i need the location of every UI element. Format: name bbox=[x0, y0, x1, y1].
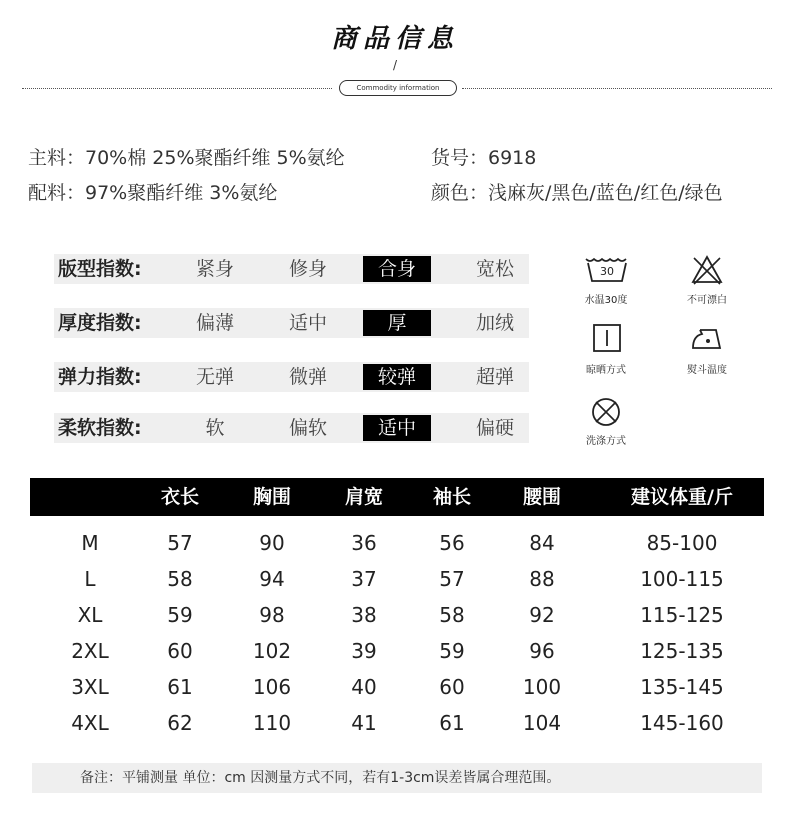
wash-temp-number: 30 bbox=[600, 265, 614, 278]
table-cell: 58 bbox=[439, 603, 465, 627]
wash-temp-icon bbox=[582, 255, 632, 287]
index-option-selected: 较弹 bbox=[363, 364, 431, 390]
page-title: 商品信息 bbox=[330, 24, 459, 54]
size-table-header bbox=[30, 478, 764, 516]
table-cell: 61 bbox=[167, 675, 193, 699]
table-cell: 37 bbox=[351, 567, 377, 591]
washing-label: 洗涤方式 bbox=[586, 436, 626, 447]
color-options: 颜色：浅麻灰/黑色/蓝色/红色/绿色 bbox=[431, 182, 723, 204]
index-label: 弹力指数: bbox=[58, 366, 142, 388]
table-header-cell: 腰围 bbox=[522, 486, 561, 508]
size-label: XL bbox=[77, 603, 103, 627]
table-cell: 61 bbox=[439, 711, 465, 735]
table-cell: 100-115 bbox=[640, 567, 724, 591]
size-label: 2XL bbox=[71, 639, 109, 663]
no-bleach-label: 不可漂白 bbox=[687, 295, 727, 306]
table-cell: 85-100 bbox=[646, 531, 718, 555]
index-option: 偏薄 bbox=[195, 312, 234, 334]
table-cell: 59 bbox=[439, 639, 465, 663]
size-label: L bbox=[84, 567, 96, 591]
subtitle-badge: Commodity information bbox=[339, 80, 457, 96]
table-cell: 106 bbox=[252, 675, 292, 699]
table-cell: 56 bbox=[439, 531, 465, 555]
table-header-cell: 衣长 bbox=[160, 486, 199, 508]
table-header-cell: 胸围 bbox=[252, 486, 291, 508]
table-header-cell: 袖长 bbox=[432, 486, 471, 508]
table-row bbox=[30, 705, 764, 741]
index-option: 适中 bbox=[288, 312, 327, 334]
size-label: 4XL bbox=[71, 711, 109, 735]
table-cell: 40 bbox=[351, 675, 377, 699]
table-header-cell: 肩宽 bbox=[344, 486, 383, 508]
main-fabric: 主料：70%棉 25%聚酯纤维 5%氨纶 bbox=[28, 147, 345, 169]
index-option: 修身 bbox=[288, 258, 327, 280]
iron-icon bbox=[690, 324, 726, 352]
divider-left bbox=[22, 88, 332, 89]
no-bleach-icon bbox=[690, 254, 724, 286]
index-option: 宽松 bbox=[475, 258, 514, 280]
measurement-note: 备注：平铺测量 单位：cm 因测量方式不同，若有1-3cm误差皆属合理范围。 bbox=[32, 763, 762, 793]
index-row bbox=[54, 308, 529, 338]
index-option: 无弹 bbox=[195, 366, 234, 388]
table-cell: 38 bbox=[351, 603, 377, 627]
table-cell: 145-160 bbox=[640, 711, 724, 735]
table-cell: 57 bbox=[167, 531, 193, 555]
table-cell: 41 bbox=[351, 711, 377, 735]
table-row bbox=[30, 633, 764, 669]
table-cell: 125-135 bbox=[640, 639, 724, 663]
index-label: 版型指数: bbox=[58, 258, 142, 280]
table-cell: 115-125 bbox=[640, 603, 724, 627]
index-option: 微弹 bbox=[288, 366, 327, 388]
table-cell: 90 bbox=[259, 531, 285, 555]
table-cell: 59 bbox=[167, 603, 193, 627]
table-cell: 36 bbox=[351, 531, 377, 555]
index-option: 偏软 bbox=[288, 417, 327, 439]
table-cell: 100 bbox=[522, 675, 562, 699]
table-cell: 84 bbox=[529, 531, 555, 555]
drying-icon bbox=[592, 323, 622, 353]
table-cell: 60 bbox=[439, 675, 465, 699]
table-row bbox=[30, 597, 764, 633]
table-cell: 94 bbox=[259, 567, 285, 591]
table-cell: 98 bbox=[259, 603, 285, 627]
title-slash: / bbox=[393, 58, 398, 72]
table-cell: 39 bbox=[351, 639, 377, 663]
table-cell: 104 bbox=[522, 711, 562, 735]
index-option-selected: 厚 bbox=[363, 310, 431, 336]
table-cell: 96 bbox=[529, 639, 555, 663]
table-cell: 60 bbox=[167, 639, 193, 663]
index-row bbox=[54, 413, 529, 443]
size-label: 3XL bbox=[71, 675, 109, 699]
table-cell: 58 bbox=[167, 567, 193, 591]
divider-right bbox=[462, 88, 772, 89]
index-option: 软 bbox=[205, 417, 225, 439]
table-row bbox=[30, 525, 764, 561]
index-option: 紧身 bbox=[195, 258, 234, 280]
index-option-selected: 适中 bbox=[363, 415, 431, 441]
table-cell: 102 bbox=[252, 639, 292, 663]
table-cell: 57 bbox=[439, 567, 465, 591]
index-option: 超弹 bbox=[475, 366, 514, 388]
table-header-cell: 建议体重/斤 bbox=[631, 486, 733, 508]
wash-temp-label: 水温30度 bbox=[584, 295, 628, 306]
table-cell: 110 bbox=[252, 711, 292, 735]
ironing-label: 熨斗温度 bbox=[687, 365, 727, 376]
index-label: 柔软指数: bbox=[58, 417, 142, 439]
index-option-selected: 合身 bbox=[363, 256, 431, 282]
washing-icon bbox=[590, 396, 622, 428]
table-cell: 92 bbox=[529, 603, 555, 627]
size-label: M bbox=[81, 531, 99, 555]
item-number: 货号：6918 bbox=[431, 147, 537, 169]
index-option: 加绒 bbox=[475, 312, 514, 334]
table-cell: 88 bbox=[529, 567, 555, 591]
index-row bbox=[54, 254, 529, 284]
index-option: 偏硬 bbox=[475, 417, 514, 439]
sub-fabric: 配料：97%聚酯纤维 3%氨纶 bbox=[28, 182, 278, 204]
index-label: 厚度指数: bbox=[58, 312, 142, 334]
index-row bbox=[54, 362, 529, 392]
table-row bbox=[30, 669, 764, 705]
table-cell: 135-145 bbox=[640, 675, 724, 699]
table-row bbox=[30, 561, 764, 597]
drying-label: 晾晒方式 bbox=[586, 365, 626, 376]
table-cell: 62 bbox=[167, 711, 193, 735]
